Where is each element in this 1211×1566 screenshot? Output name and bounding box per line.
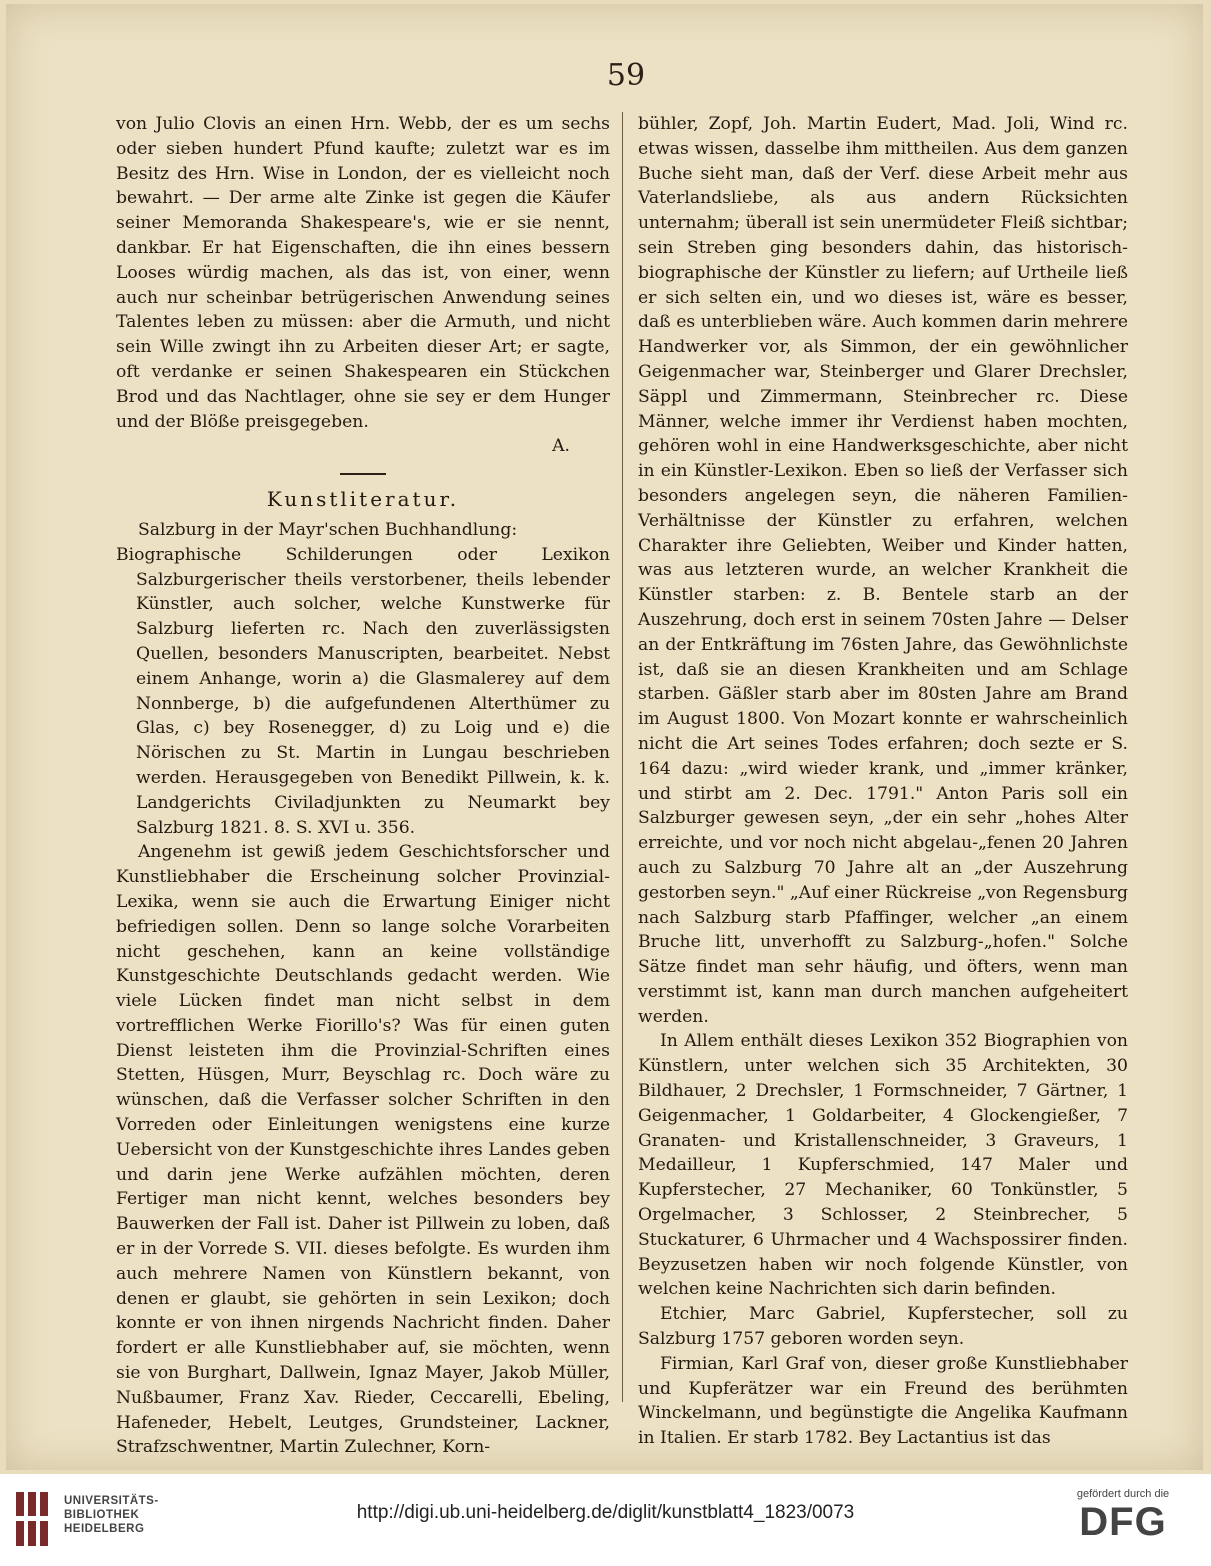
sponsor-label: gefördert durch die xyxy=(1076,1488,1170,1500)
paragraph: In Allem enthält dieses Lexikon 352 Biographien von Künstlern, unter welchen sich 35 Architekten, 30 Bildhauer, 2 Drechsler, 1 Formschneider, 7 Gärtner, 1 Geigenmacher, 1 Goldarbeiter, 4 Glockengießer, 7 Granaten- und Kristallenschneider, 3 Graveurs, 1 Medailleur, 1 Kupferschmied, 147 Maler und Kupferstecher, 27 Mechaniker, 60 Tonkünstler, 5 Orgelmacher, 3 Schlosser, 2 Steinbrecher, 5 Stuckaturer, 6 Uhrmacher und 4 Wachspossirer finden. Beyzusetzen haben wir noch folgende Künstler, von welchen keine Nachrichten sich darin befinden. xyxy=(638,1031,1128,1300)
sponsor-block xyxy=(1053,1488,1193,1544)
dfg-logo: DFG xyxy=(1079,1500,1167,1544)
left-column xyxy=(116,112,610,1460)
library-name-line: HEIDELBERG xyxy=(64,1523,145,1535)
publisher-line: Salzburg in der Mayr'schen Buchhandlung: xyxy=(138,519,518,540)
library-name-line: UNIVERSITÄTS- xyxy=(64,1495,159,1507)
section-heading: Kunstliteratur. xyxy=(266,487,460,512)
right-column xyxy=(638,112,1128,1451)
paragraph: von Julio Clovis an einen Hrn. Webb, der es um sechs oder sieben hundert Pfund kaufte; zuletzt war es im Besitz des Hrn. Wise in London, der es vielleicht noch bewahrt. — Der arme alte Zinke ist gegen die Käufer seiner Memoranda Shakespeare's, wie er sie nennt, dankbar. Er hat Eigenschaften, die ihn eines bessern Looses würdig machen, als das ist, von einer, wenn auch nur scheinbar betrügerischen Anwendung seines Talentes leben zu müssen: aber die Armuth, und nicht sein Wille zwingt ihn zu Arbeiten dieser Art; er sagte, oft verdanke er seinen Shakespearen ein Stückchen Brod und das Nachtlager, ohne sie sey er dem Hunger und der Blöße preisgegeben. xyxy=(116,114,610,432)
paragraph: bühler, Zopf, Joh. Martin Eudert, Mad. Joli, Wind rc. etwas wissen, dasselbe ihm mittheilen. Aus dem ganzen Buche sieht man, daß der Verf. diese Arbeit mehr aus Vaterlandsliebe, als aus andern Rücksichten unternahm; überall ist sein unermüdeter Fleiß sichtbar; sein Streben ging besonders dahin, das historisch-biographische der Künstler zu liefern; auf Urtheile ließ er sich selten ein, und wo dieses ist, wäre es besser, daß es unterblieben wäre. Auch kommen darin mehrere Handwerker vor, als Simmon, der ein gewöhnlicher Geigenmacher war, Steinberger und Glarer Drechsler, Säppl und Zimmermann, Steinbrecher rc. Diese Männer, welche immer ihr Verdienst haben mochten, gehören wohl in eine Handwerksgeschichte, aber nicht in ein Künstler-Lexikon. Eben so ließ der Verfasser sich besonders angelegen seyn, die näheren Familien-Verhältnisse der Künstler zu erfahren, welchen Charakter ihre Geliebten, Weiber und Kinder hatten, was aus letzteren wurde, an welcher Krankheit die Künstler starben: z. B. Bentele starb an der Auszehrung, doch erst in seinem 70sten Jahre — Delser an der Entkräftung im 76sten Jahre, das Gewöhnlichste ist, daß sie an diesen Krankheiten und am Schlage starben. Gäßler starb aber im 80sten Jahre am Brand im August 1800. Von Mozart konnte er wahrscheinlich nicht die Art seines Todes erfahren; doch sezte er S. 164 dazu: „wird wieder krank, und „immer kränker, und stirbt am 2. Dec. 1791." Anton Paris soll ein Salzburger gewesen seyn, „der ein sehr „hohes Alter erreichte, und vor noch nicht abgelau-„fenen 20 Jahren auch zu Salzburg 70 Jahre alt an „der Auszehrung gestorben seyn." „Auf einer Rückreise „von Regensburg nach Salzburg starb Pfaffinger, welcher „an einem Bruche litt, unverhofft zu Salzburg-„hofen." Solche Sätze findet man sehr häufig, und öfters, wenn man verstimmt ist, kann man durch manchen aufgeheitert werden. xyxy=(638,114,1128,1027)
footer-bar xyxy=(0,1474,1211,1566)
library-name-line: BIBLIOTHEK xyxy=(64,1509,140,1521)
paragraph: Etchier, Marc Gabriel, Kupferstecher, soll zu Salzburg 1757 geboren worden seyn. xyxy=(638,1304,1128,1350)
paragraph: Angenehm ist gewiß jedem Geschichtsforscher und Kunstliebhaber die Erscheinung solcher Provinzial-Lexika, wenn sie auch die Erwartung Einiger nicht befriedigen sollen. Denn so lange solche Vorarbeiten nicht geschehen, kann an keine vollständige Kunstgeschichte Deutschlands gedacht werden. Wie viele Lücken findet man nicht selbst in dem vortrefflichen Werke Fiorillo's? Was für einen guten Dienst leisteten ihm die Provinzial-Schriften eines Stetten, Hüsgen, Murr, Beyschlag rc. Doch wäre zu wünschen, daß die Verfasser solcher Schriften in den Vorreden oder Einleitungen wenigstens eine kurze Uebersicht von der Kunstgeschichte ihres Landes geben und darin jene Werke aufzählen möchten, deren Fertiger man nicht kennt, welches besonders bey Bauwerken der Fall ist. Daher ist Pillwein zu loben, daß er in der Vorrede S. VII. dieses befolgte. Es wurden ihm auch mehrere Namen von Künstlern bekannt, von denen er glaubt, sie gehörten in sein Lexikon; doch konnte er von ihnen nirgends Nachricht finden. Daher fordert er alle Kunstliebhaber auf, sie möchten, wenn sie von Burghart, Dallwein, Ignaz Mayer, Jakob Müller, Nußbaumer, Franz Xav. Rieder, Ceccarelli, Ebeling, Hafeneder, Hebelt, Leutges, Grundsteiner, Lackner, Strafzschwentner, Martin Zulechner, Korn- xyxy=(116,842,610,1458)
paragraph: Firmian, Karl Graf von, dieser große Kunstliebhaber und Kupferätzer war ein Freund des berühmten Winckelmann, und begünstigte die Angelika Kaufmann in Italien. Er starb 1782. Bey Lactantius ist das xyxy=(638,1353,1128,1449)
permalink-url[interactable]: http://digi.ub.uni-heidelberg.de/diglit/kunstblatt4_1823/0073 xyxy=(356,1502,855,1523)
page-number: 59 xyxy=(606,58,646,93)
column-divider xyxy=(622,112,623,1402)
author-signature: A. xyxy=(552,436,570,457)
section-divider xyxy=(340,473,386,475)
book-title-entry: Biographische Schilderungen oder Lexikon Salzburgerischer theils verstorbener, theils lebender Künstler, auch solcher, welche Kunstwerke für Salzburg lieferten rc. Nach den zuverlässigsten Quellen, besonders Manuscripten, bearbeitet. Nebst einem Anhange, worin a) die Glasmalerey auf dem Nonnberge, b) die aufgefundenen Alterthümer zu Glas, c) bey Rosenegger, d) zu Loig und e) die Nörischen zu St. Martin in Lungau beschrieben werden. Herausgegeben von Benedikt Pillwein, k. k. Landgerichts Civiladjunkten zu Neumarkt bey Salzburg 1821. 8. S. XVI u. 356. xyxy=(116,544,610,838)
